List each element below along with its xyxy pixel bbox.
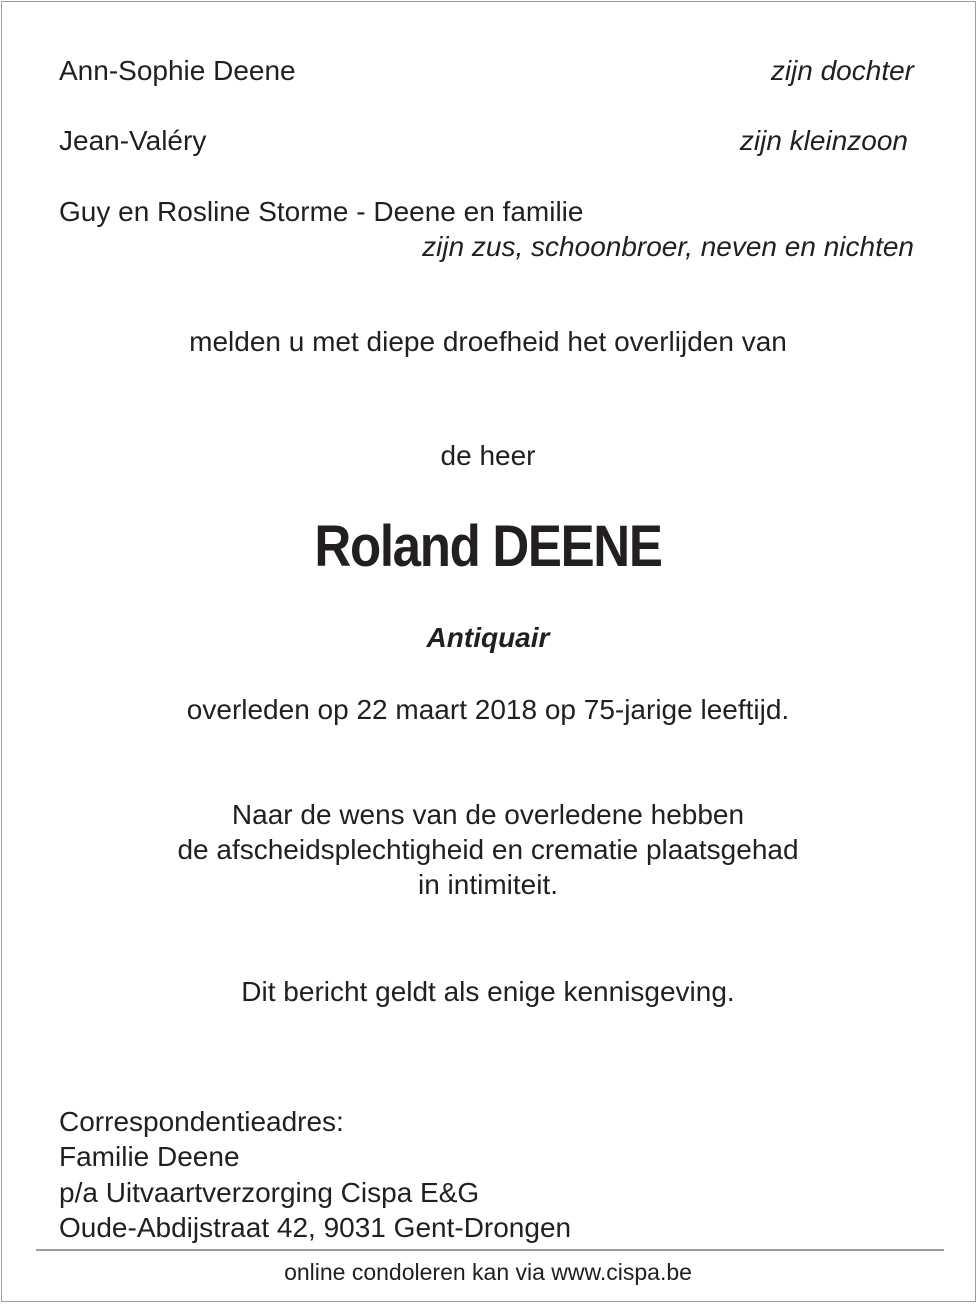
correspondence-family: Familie Deene	[59, 1141, 240, 1172]
footer-condolence-link[interactable]: online condoleren kan via www.cispa.be	[284, 1259, 692, 1285]
mourner-relation-3: zijn zus, schoonbroer, neven en nichten	[422, 231, 914, 262]
salutation: de heer	[440, 440, 536, 471]
mourner-name-3: Guy en Rosline Storme - Deene en familie	[59, 196, 584, 227]
correspondence-address: Oude-Abdijstraat 42, 9031 Gent-Drongen	[59, 1212, 572, 1243]
correspondence-undertaker: p/a Uitvaartverzorging Cispa E&G	[59, 1177, 480, 1208]
wish-line-1: Naar de wens van de overledene hebben	[231, 799, 745, 830]
mourner-relation-1: zijn dochter	[770, 55, 914, 86]
mourner-relation-2: zijn kleinzoon	[739, 125, 908, 156]
correspondence-label: Correspondentieadres:	[59, 1106, 344, 1137]
notice-text: Dit bericht geldt als enige kennisgeving.	[241, 976, 735, 1007]
mourner-name-1: Ann-Sophie Deene	[59, 55, 296, 86]
deceased-profession: Antiquair	[426, 622, 550, 653]
wish-line-3: in intimiteit.	[417, 869, 559, 900]
death-line: overleden op 22 maart 2018 op 75-jarige leeftijd.	[186, 694, 790, 725]
deceased-name: Roland DEENE	[314, 514, 662, 579]
announcement-text: melden u met diepe droefheid het overlijden van	[189, 326, 787, 357]
mourner-name-2: Jean-Valéry	[59, 125, 207, 156]
wish-line-2: de afscheidsplechtigheid en crematie plaatsgehad	[177, 834, 799, 865]
footer-divider	[36, 1249, 944, 1251]
